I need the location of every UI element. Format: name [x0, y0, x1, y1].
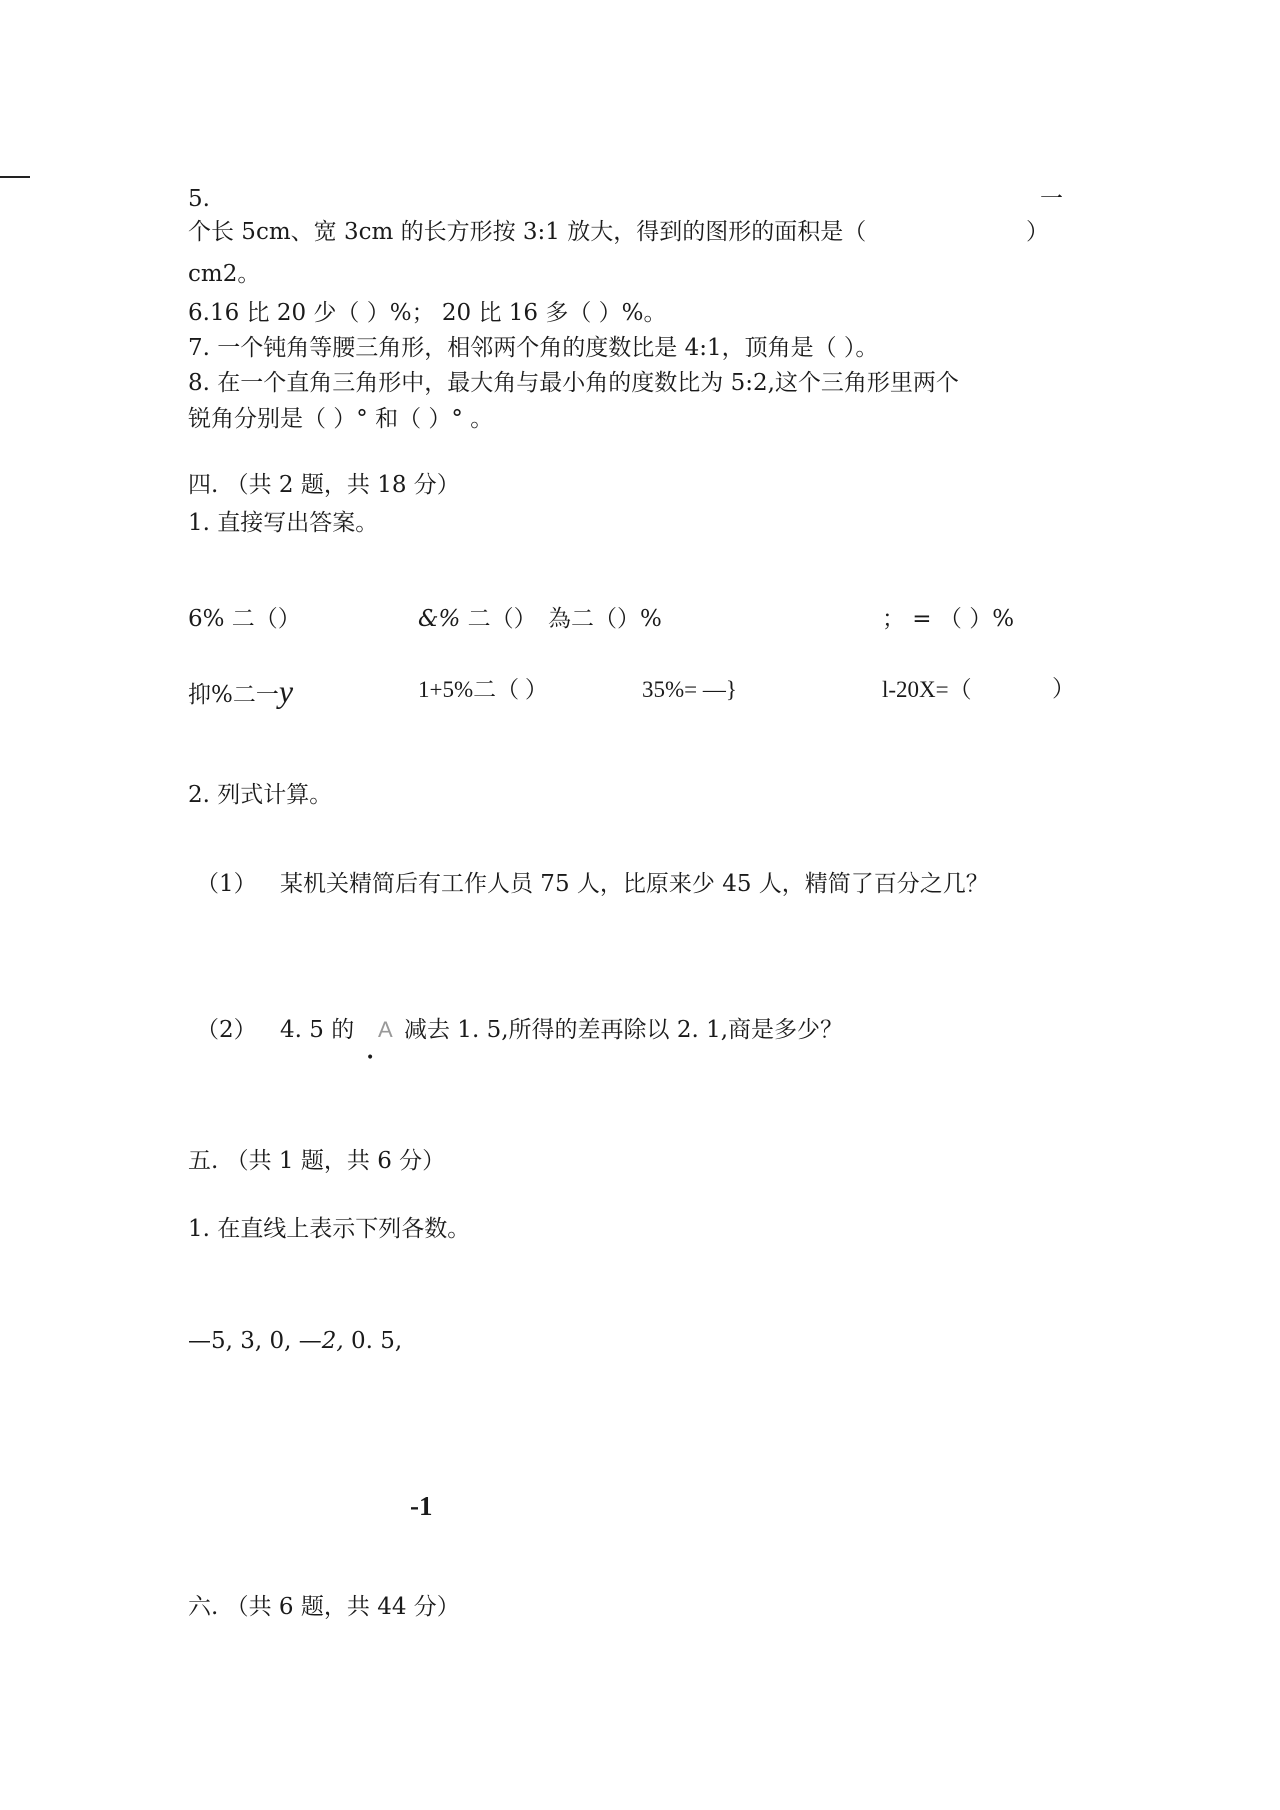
q5-dash: 一 — [1040, 186, 1063, 212]
calc-row2-a-var: y — [278, 673, 294, 709]
problem1-label: （1） — [196, 871, 257, 897]
number-list-a: —5, 3, 0, — — [188, 1328, 322, 1354]
section5-title: 五. （共 1 题，共 6 分） — [188, 1148, 446, 1174]
calc-row1-a: 6% 二（） — [188, 606, 301, 632]
calc-row2-a-text: 抑%二一 — [188, 682, 279, 708]
calc-row1-b — [418, 606, 537, 634]
calc-row1-b-rest: 二（） — [460, 606, 537, 632]
calc-row2-c: 35%= —} — [642, 677, 737, 702]
q5-number: 5. — [188, 186, 210, 212]
calc-row2-d-close: ） — [1052, 676, 1075, 702]
problem2-tick: • — [366, 1050, 375, 1066]
q5-close-paren: ） — [1026, 219, 1049, 245]
section6-title: 六. （共 6 题，共 44 分） — [188, 1594, 460, 1620]
q8-line2: 锐角分别是（ ）° 和（ ）° 。 — [188, 406, 494, 432]
section4-q2-title: 2. 列式计算。 — [188, 782, 333, 808]
margin-rule — [0, 176, 30, 178]
calc-row2-d: l-20X=（ — [882, 677, 972, 702]
number-list-c: 0. 5, — [343, 1328, 403, 1354]
problem2-mark: A — [378, 1017, 393, 1042]
q8-line1: 8. 在一个直角三角形中，最大角与最小角的度数比为 5:2,这个三角形里两个 — [188, 370, 959, 396]
q6-text: 6.16 比 20 少（ ）%； 20 比 16 多（ ）%。 — [188, 300, 667, 326]
problem2-label: （2） — [196, 1017, 257, 1043]
q5-line1: 个长 5cm、宽 3cm 的长方形按 3:1 放大，得到的图形的面积是（ — [188, 219, 867, 245]
section4-title: 四. （共 2 题，共 18 分） — [188, 472, 460, 498]
problem1-text: 某机关精简后有工作人员 75 人，比原来少 45 人，精简了百分之几？ — [280, 871, 989, 897]
q7-text: 7. 一个钝角等腰三角形，相邻两个角的度数比是 4:1，顶角是（ ）。 — [188, 335, 879, 361]
number-list-b: 2, — [321, 1328, 344, 1354]
calc-row2-b: 1+5%二（ ） — [418, 677, 548, 702]
problem2-text-a: 4. 5 的 — [280, 1017, 355, 1043]
section5-q1: 1. 在直线上表示下列各数。 — [188, 1216, 471, 1242]
number-list — [188, 1328, 402, 1356]
calc-row1-b-prefix: &% — [418, 606, 461, 632]
calc-row2-a — [188, 672, 293, 710]
calc-row1-d: ； = （ ）% — [882, 606, 1015, 632]
section4-q1-title: 1. 直接写出答案。 — [188, 510, 379, 536]
calc-row1-c: 為二（）% — [548, 606, 662, 632]
problem2-text-b: 减去 1. 5,所得的差再除以 2. 1,商是多少？ — [404, 1017, 844, 1043]
q5-line2: cm2。 — [188, 261, 261, 287]
number-line-label: -1 — [410, 1491, 433, 1521]
